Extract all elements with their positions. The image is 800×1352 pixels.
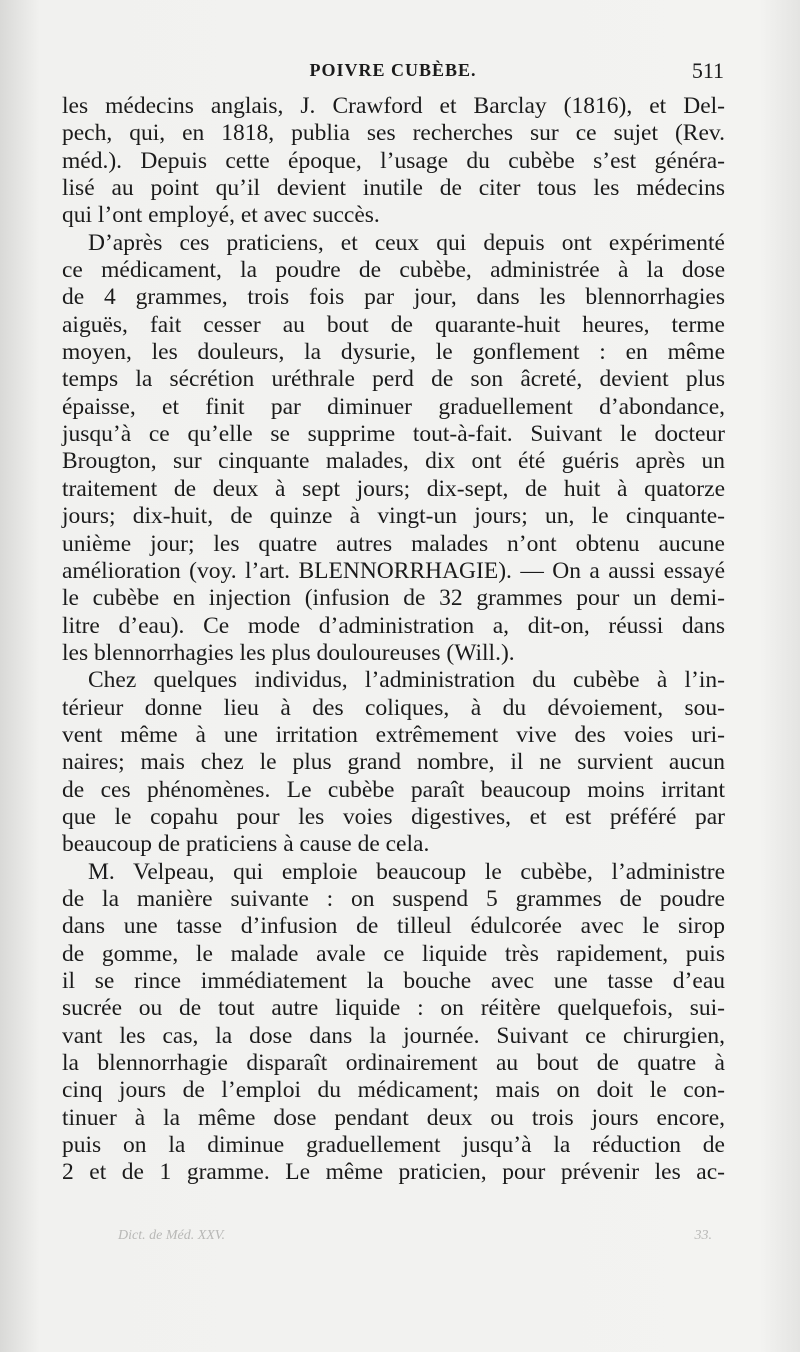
running-title: POIVRE CUBÈBE. <box>309 60 477 80</box>
text-line: épaisse, et finit par diminuer graduellement d’abondance, <box>62 393 725 420</box>
text-line: jusqu’à ce qu’elle se supprime tout-à-fait. Suivant le docteur <box>62 421 725 448</box>
text-line: de gomme, le malade avale ce liquide très rapidement, puis <box>62 940 725 967</box>
text-line: traitement de deux à sept jours; dix-sept, de huit à quatorze <box>62 475 725 502</box>
footer-sheet-number: 33. <box>694 1228 712 1243</box>
text-line: naires; mais chez le plus grand nombre, il ne survient aucun <box>62 749 725 776</box>
text-line: lisé au point qu’il devient inutile de citer tous les médecins <box>62 175 725 202</box>
text-line: de la manière suivante : on suspend 5 grammes de poudre <box>62 885 725 912</box>
text-line: térieur donne lieu à des coliques, à du dévoiement, sou- <box>62 694 725 721</box>
page-number: 511 <box>691 58 724 83</box>
text-line: 2 et de 1 gramme. Le même praticien, pour prévenir les ac- <box>62 1159 725 1186</box>
text-line: vent même à une irritation extrêmement vive des voies uri- <box>62 721 725 748</box>
text-line: de ces phénomènes. Le cubèbe paraît beaucoup moins irritant <box>62 776 725 803</box>
text-line: le cubèbe en injection (infusion de 32 grammes pour un demi- <box>62 585 725 612</box>
text-line: litre d’eau). Ce mode d’administration a, dit-on, réussi dans <box>62 612 725 639</box>
page-header <box>62 60 724 88</box>
text-line: Brougton, sur cinquante malades, dix ont été guéris après un <box>62 448 725 475</box>
text-line: méd.). Depuis cette époque, l’usage du cubèbe s’est généra- <box>62 147 725 174</box>
body-text <box>62 93 725 1187</box>
text-line: M. Velpeau, qui emploie beaucoup le cubèbe, l’administre <box>88 858 725 885</box>
text-line: aiguës, fait cesser au bout de quarante-huit heures, terme <box>62 311 725 338</box>
text-line: cinq jours de l’emploi du médicament; mais on doit le con- <box>62 1077 725 1104</box>
text-line: sucrée ou de tout autre liquide : on réitère quelquefois, sui- <box>62 995 725 1022</box>
text-line: tinuer à la même dose pendant deux ou trois jours encore, <box>62 1104 725 1131</box>
text-line: jours; dix-huit, de quinze à vingt-un jours; un, le cinquante- <box>62 503 725 530</box>
footer-signature: Dict. de Méd. XXV. <box>118 1228 226 1243</box>
text-line: dans une tasse d’infusion de tilleul édulcorée avec le sirop <box>62 913 725 940</box>
text-line: amélioration (voy. l’art. BLENNORRHAGIE). — On a aussi essayé <box>62 557 725 584</box>
page-footer <box>118 1228 712 1244</box>
text-line: puis on la diminue graduellement jusqu’à la réduction de <box>62 1132 725 1159</box>
text-line: les blennorrhagies les plus douloureuses (Will.). <box>62 639 515 666</box>
text-line: vant les cas, la dose dans la journée. Suivant ce chirurgien, <box>62 1022 725 1049</box>
text-line: beaucoup de praticiens à cause de cela. <box>62 831 430 858</box>
text-line: que le copahu pour les voies digestives, et est préféré par <box>62 803 725 830</box>
text-line: qui l’ont employé, et avec succès. <box>62 202 380 229</box>
text-line: unième jour; les quatre autres malades n’ont obtenu aucune <box>62 530 725 557</box>
text-line: les médecins anglais, J. Crawford et Barclay (1816), et Del- <box>62 93 725 119</box>
text-line: il se rince immédiatement la bouche avec une tasse d’eau <box>62 968 725 994</box>
text-line: la blennorrhagie disparaît ordinairement au bout de quatre à <box>62 1050 725 1077</box>
text-line: pech, qui, en 1818, publia ses recherches sur ce sujet (Rev. <box>62 120 725 147</box>
text-line: moyen, les douleurs, la dysurie, le gonflement : en même <box>62 339 725 366</box>
text-line: temps la sécrétion uréthrale perd de son âcreté, devient plus <box>62 366 725 393</box>
text-line: D’après ces praticiens, et ceux qui depuis ont expérimenté <box>88 229 725 256</box>
text-line: ce médicament, la poudre de cubèbe, administrée à la dose <box>62 257 725 284</box>
text-line: de 4 grammes, trois fois par jour, dans les blennorrhagies <box>62 284 725 311</box>
text-line: Chez quelques individus, l’administration du cubèbe à l’in- <box>88 667 725 694</box>
